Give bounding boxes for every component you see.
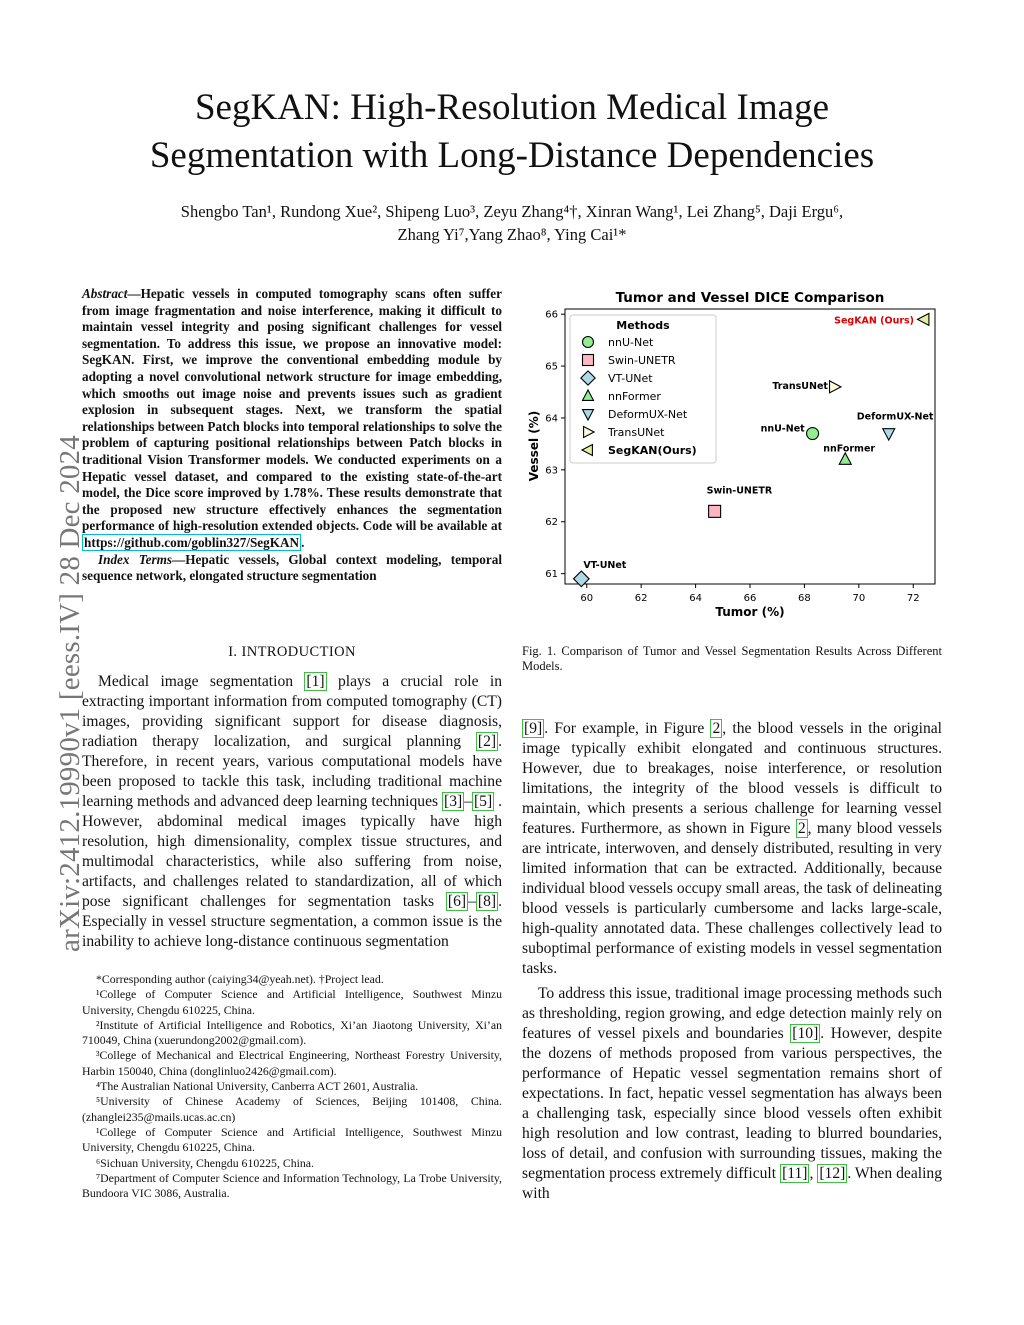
text-run: Medical image segmentation <box>98 673 305 690</box>
legend-entry: nnFormer <box>608 390 661 403</box>
x-tick-label: 72 <box>906 593 920 604</box>
abstract-text: —Hepatic vessels in computed tomography scans often suffer from image fragmentation and noise interference, making it difficult to maintain vessel integrity and posing significant challenges for vessel segmentation. To address this issue, we propose an innovative model: SegKAN. First, we improve the conventional embedding module by adopting a novel convolutional network structure for image embedding, which smooths out image noise and prevents issues such as gradient explosion in subsequent stages. Next, we transform the spatial relationships between Patch blocks into temporal relationships to solve the problem of capturing positional relationships between Patch blocks in traditional Vision Transformer models. We conducted experiments on a Hepatic vessel dataset, and compared to the existing state-of-the-art model, the Dice score improved by 1.78%. These results demonstrate that the proposed new structure effectively enhances the segmentation performance of high-resolution extended objects. Code will be available at <box>82 286 502 534</box>
data-label: nnFormer <box>823 443 876 455</box>
citation-link[interactable]: [10] <box>792 1025 819 1042</box>
chart-title: Tumor and Vessel DICE Comparison <box>615 290 885 306</box>
x-tick-label: 62 <box>634 593 648 604</box>
data-label: Swin-UNETR <box>706 485 773 497</box>
citation-link[interactable]: [8] <box>477 893 497 910</box>
y-tick-label: 65 <box>545 361 558 373</box>
legend-marker <box>583 337 594 348</box>
text-run: – <box>464 793 472 810</box>
footnote: ⁶Sichuan University, Chengdu 610225, China. <box>96 1155 314 1170</box>
footnote: *Corresponding author (caiying34@yeah.net). †Project lead. <box>96 972 384 986</box>
y-axis-ticks <box>545 310 565 580</box>
y-tick-label: 61 <box>545 569 558 581</box>
authors-line-1: Shengbo Tan¹, Rundong Xue², Shipeng Luo³, Zeyu Zhang⁴†, Xinran Wang¹, Lei Zhang⁵, Daji Ergu⁶, <box>180 202 844 221</box>
x-axis-ticks <box>580 584 919 604</box>
right-column-body <box>522 719 942 1204</box>
citation-link[interactable]: [1] <box>306 673 325 690</box>
footnote: ¹College of Computer Science and Artificial Intelligence, Southwest Minzu University, Chengdu 610225, China. <box>82 987 502 1017</box>
data-point-swin-unetr <box>709 505 721 517</box>
intro-body <box>82 672 502 952</box>
citation-link[interactable]: [6] <box>447 893 467 910</box>
data-label: DeformUX-Net <box>856 411 934 423</box>
figure-link[interactable]: 2 <box>712 720 721 737</box>
legend-entry: Swin-UNETR <box>608 354 676 367</box>
index-terms-text: —Hepatic vessels, Global context modeling, temporal sequence network, elongated structure segmentation <box>82 551 503 584</box>
authors-line-2: Zhang Yi⁷,Yang Zhao⁸, Ying Cai¹* <box>397 225 627 244</box>
citation-link[interactable]: [9] <box>524 720 543 737</box>
text-run: . However, despite the dozens of methods proposed from various perspectives, the performance of Hepatic vessel segmentation remains short of expectations. In fact, hepatic vessel segmentation has always been a challenging task, especially since blood vessels often exhibit high resolution and low contrast, leading to blurred boundaries, loss of detail, and confusion with surrounding tissues, making the segmentation process extremely difficult <box>522 1025 942 1182</box>
title-line-2: Segmentation with Long-Distance Dependencies <box>149 135 875 176</box>
footnote: ⁷Department of Computer Science and Information Technology, La Trobe University, Bundoora VIC 3086, Australia. <box>82 1170 502 1201</box>
figure-link[interactable]: 2 <box>797 820 806 837</box>
x-tick-label: 66 <box>743 593 757 604</box>
data-point-nnu-net <box>807 428 819 440</box>
text-run: – <box>468 893 476 910</box>
footnote: ³College of Mechanical and Electrical Engineering, Northeast Forestry University, Harbin 150040, China (donglinluo2426@gmail.com). <box>82 1048 502 1078</box>
text-run: , many blood vessels are intricate, interwoven, and densely distributed, resulting in very limited information that can be extracted. Additionally, because individual blood vessels occupy small areas, the task of delineating blood vessels is particularly cumbersome and lacks large-scale, high-quality annotated data. These challenges collectively lead to suboptimal performance of existing models in vessel segmentation tasks. <box>522 820 942 977</box>
y-tick-label: 63 <box>545 465 558 477</box>
y-axis-label: Vessel (%) <box>527 410 541 482</box>
text-run: . Especially in vessel structure segmentation, a common issue is the inability to achieve long-distance continuous segmentation <box>82 893 502 950</box>
text-run: . For example, in Figure <box>544 720 711 737</box>
citation-link[interactable]: [5] <box>473 793 493 810</box>
arxiv-id: arXiv:2412.19990v1 [eess.IV] 28 Dec 2024 <box>54 434 86 952</box>
footnote: ⁵University of Chinese Academy of Sciences, Beijing 101408, China. (zhanglei235@mails.ucas.ac.cn) <box>82 1094 502 1124</box>
arxiv-stamp <box>0 0 86 1325</box>
legend-entry: nnU-Net <box>608 336 654 349</box>
legend-entry: SegKAN(Ours) <box>608 444 697 457</box>
text-run: plays a crucial role in extracting important information from computed tomography (CT) images, providing significant support for disease diagnosis, radiation therapy localization, and surgical planning <box>82 673 502 750</box>
paper-title <box>0 84 1024 180</box>
dice-scatter-chart <box>520 282 950 622</box>
data-label: SegKAN (Ours) <box>834 315 915 327</box>
legend-title: Methods <box>616 319 670 332</box>
index-terms-label: Index Terms <box>98 551 173 567</box>
legend-entry: DeformUX-Net <box>608 408 688 421</box>
section-heading-introduction: I. INTRODUCTION <box>228 644 356 660</box>
x-tick-label: 60 <box>580 593 594 604</box>
legend-marker <box>583 355 594 366</box>
footnote: ⁴The Australian National University, Canberra ACT 2601, Australia. <box>96 1079 419 1094</box>
paragraph <box>522 719 942 979</box>
citation-link[interactable]: [11] <box>782 1165 808 1182</box>
y-tick-label: 66 <box>545 309 558 321</box>
x-tick-label: 64 <box>689 593 702 604</box>
citation-link[interactable]: [12] <box>819 1165 846 1182</box>
data-label: TransUNet <box>772 380 828 392</box>
figure-caption: Fig. 1. Comparison of Tumor and Vessel Segmentation Results Across Different Models. <box>522 644 942 673</box>
y-tick-label: 64 <box>545 413 558 425</box>
text-run: . Therefore, in recent years, various computational models have been proposed to tackle this task, including traditional machine learning methods and advanced deep learning techniques <box>82 733 502 810</box>
footnote: ¹College of Computer Science and Artificial Intelligence, Southwest Minzu University, Chengdu 610225, China. <box>82 1124 502 1155</box>
legend-entry: TransUNet <box>608 426 665 439</box>
y-tick-label: 62 <box>545 517 558 529</box>
footnote: ²Institute of Artificial Intelligence and Robotics, Xi’an Jiaotong University, Xi’an 710049, China (xuerundong2002@gmail.com). <box>82 1017 502 1048</box>
text-run: , <box>809 1165 818 1182</box>
x-tick-label: 68 <box>798 593 811 604</box>
abstract-label: Abstract <box>82 286 128 301</box>
text-run: . However, abdominal medical images typically have high resolution, high dimensionality, complex tissue structures, and multimodal characteristics, while also suffering from noise, artifacts, and challenges related to standardization, all of which pose significant challenges for segmentation tasks <box>82 793 502 910</box>
paragraph <box>522 984 942 1204</box>
citation-link[interactable]: [2] <box>477 733 497 750</box>
text-run: To address this issue, traditional image processing methods such as thresholding, region growing, and edge detection mainly rely on features of vessel pixels and boundaries <box>522 985 942 1042</box>
text-run: , the blood vessels in the original image typically exhibit elongated and continuous structures. However, due to breakages, noise interference, or resolution limitations, the integrity of the blood vessels is difficult to maintain, which presents a serious challenge for learning vessel features. Furthermore, as shown in Figure <box>522 720 943 837</box>
text-run: . When dealing with <box>522 1165 943 1202</box>
code-link[interactable]: https://github.com/goblin327/SegKAN <box>84 534 300 550</box>
title-line-1: SegKAN: High-Resolution Medical Image <box>194 87 830 128</box>
x-tick-label: 70 <box>852 593 866 604</box>
intro-paragraph <box>82 672 502 952</box>
citation-link[interactable]: [3] <box>444 793 463 810</box>
abstract: Abstract—Hepatic vessels in computed tomography scans often suffer from image fragmentation and noise interference, making it difficult to maintain vessel integrity and posing significant challenges for vessel segmentation. To address this issue, we propose an innovative model: SegKAN. First, we improve the conventional embedding module by adopting a novel convolutional network structure for image embedding, which smooths out image noise and prevents issues such as gradient explosion in subsequent stages. Next, we transform the spatial relationships between Patch blocks into temporal relationships to solve the problem of capturing positional relationships between Patch blocks in traditional Vision Transformer models. We conducted experiments on a Hepatic vessel dataset, and compared to the existing state-of-the-art model, the Dice score improved by 1.78%. These results demonstrate that the proposed new structure effectively enhances the segmentation performance of high-resolution extended objects. Code will be available at https://github.com/goblin327/SegKAN . Index Terms—Hepatic vessels, Global context modeling, temporal sequence network, elongated structure segmentation <box>82 286 503 584</box>
data-label: nnU-Net <box>760 423 805 435</box>
legend-entry: VT-UNet <box>608 372 653 385</box>
author-list <box>90 200 934 246</box>
data-label: VT-UNet <box>583 559 627 571</box>
x-axis-label: Tumor (%) <box>715 605 785 619</box>
footnotes <box>82 972 502 1201</box>
